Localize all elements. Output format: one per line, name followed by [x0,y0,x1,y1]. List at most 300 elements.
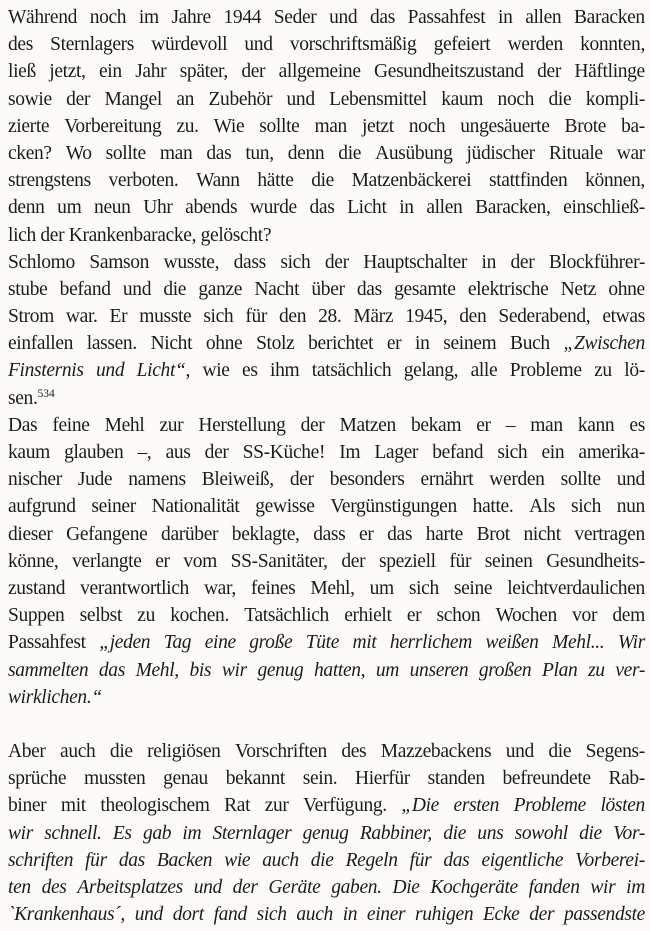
text-segment: und [193,877,222,898]
text-segment: jetzt, [49,61,86,83]
text-segment: die [109,741,133,763]
word [542,657,577,684]
word [314,113,347,140]
text-segment: Vorschriften [235,741,327,763]
word [426,521,463,548]
word [506,738,534,765]
text-segment: die [338,142,362,164]
word [507,575,645,602]
word [8,521,52,548]
text-segment: wirklichen.“ [8,686,102,708]
word [618,629,645,656]
word [235,738,327,765]
text-segment: Wo [65,142,92,164]
word [57,194,81,221]
text-segment: würdevoll [151,34,228,56]
word [176,113,198,140]
text-segment: Tüte [305,632,340,654]
word [8,738,46,765]
text-segment: fand [213,904,247,926]
text-segment: noch [89,7,127,28]
text-segment: auch [296,904,333,926]
word [312,357,392,384]
text-segment: nischer [8,469,62,491]
word [110,303,128,330]
text-segment: in [342,904,358,926]
word [338,140,361,167]
text-segment: ver- [615,659,645,681]
word [370,4,395,31]
word [66,86,90,113]
word [138,439,152,466]
text-segment: zierte [8,115,50,137]
word [376,657,399,684]
word [206,140,231,167]
word [390,629,472,656]
word [226,765,285,792]
word [313,521,345,548]
text-segment: sollte [105,142,146,164]
text-line [8,249,645,276]
word [176,86,194,113]
word [310,194,335,221]
word [415,901,473,928]
text-segment: Uhr [143,197,173,219]
text-segment: für [449,550,472,572]
word [468,276,549,303]
word [311,847,334,874]
text-segment: das [387,523,413,545]
text-segment: dort [172,904,204,926]
word [80,575,189,602]
text-segment: amerika- [578,442,645,463]
word [330,466,405,493]
text-segment: fanden [528,877,580,898]
word [180,58,228,85]
word [232,521,300,548]
text-segment: großen [478,659,532,681]
text-segment: hatte. [472,496,514,518]
word [374,439,418,466]
word [409,575,439,602]
text-segment: hatten, [314,659,366,681]
word [296,901,333,928]
text-segment: Jahre [171,7,211,28]
word [202,466,274,493]
word [185,194,237,221]
text-segment: Mehl [104,414,145,436]
text-segment: wie [224,849,251,871]
text-segment: SS-Sanitäter, [230,550,328,572]
word [170,602,229,629]
text-segment: Rat [224,795,251,817]
word [257,657,303,684]
word [485,629,538,656]
text-segment: cken? [8,142,52,164]
word [466,140,534,167]
text-segment: es [242,360,258,382]
word [314,657,365,684]
text-segment: elektrische [467,278,549,300]
text-segment: tun, [245,142,274,164]
text-segment: 1944 [223,7,262,28]
word [578,412,615,439]
word [8,575,65,602]
text-segment: ließ [8,61,36,83]
word [579,820,602,847]
text-segment: Passahfest [8,632,86,654]
text-segment: die [548,88,572,110]
text-segment: der [241,61,266,83]
text-segment: die [548,741,572,763]
word [387,330,401,357]
word [244,31,272,58]
text-segment: 28. [318,306,342,328]
word [242,357,258,384]
word [224,792,250,819]
text-segment: sowohl [514,822,568,844]
word [346,847,398,874]
word [572,602,597,629]
word [482,249,496,276]
word [407,602,421,629]
word [279,303,306,330]
word [363,249,467,276]
word [318,303,341,330]
text-segment: sammelten [8,659,89,681]
text-segment: in [399,197,414,219]
text-segment: für [409,849,432,871]
text-segment: dass [233,251,266,273]
text-segment: noch [497,88,535,110]
text-segment: Rituale [548,142,603,164]
text-segment: des [341,741,367,763]
text-segment: man [159,142,193,164]
text-line [8,493,645,520]
text-segment: im [626,877,645,898]
word [245,140,273,167]
word [123,276,151,303]
word [387,521,412,548]
word [443,330,496,357]
word [565,113,607,140]
word [64,439,123,466]
text-segment: weißen [485,632,539,654]
word [147,738,220,765]
word [213,820,292,847]
word [87,330,137,357]
text-line [8,330,645,357]
text-segment: den [278,306,307,328]
word [546,548,645,575]
word [287,86,315,113]
word [152,493,240,520]
text-line [8,276,645,303]
word [432,439,483,466]
word [588,657,605,684]
word [405,303,447,330]
word [308,330,373,357]
text-segment: gab [142,822,172,844]
text-segment: Stolz [256,333,295,355]
word [160,140,193,167]
word [243,439,325,466]
text-segment: er [406,605,422,627]
text-line [8,303,645,330]
word [590,874,615,901]
text-segment: der [204,442,229,463]
text-segment: Suppen [8,605,65,627]
text-segment: ohne [205,333,243,355]
text-segment: große [249,632,293,654]
text-segment: feines [250,577,296,599]
text-segment: Gesundheits- [546,550,645,572]
text-segment: im [182,822,202,844]
text-line [8,874,645,901]
text-segment: sein. [302,768,338,790]
text-segment: Wochen [495,605,557,627]
word [135,901,163,928]
text-segment: den [459,306,487,328]
word [164,629,192,656]
word [96,357,124,384]
text-segment: das [118,849,145,871]
text-segment: Hauptschalter [363,251,467,273]
word [339,439,360,466]
word [8,167,91,194]
text-line [8,847,645,874]
word [8,657,88,684]
word [136,657,179,684]
word [290,466,314,493]
word [477,820,503,847]
word [60,276,111,303]
word [624,357,645,384]
word [529,901,554,928]
word [586,738,645,765]
word [8,901,125,928]
word [449,548,471,575]
text-segment: des [8,34,33,56]
text-segment: und [122,278,152,300]
text-line [8,792,645,819]
word [310,575,354,602]
text-segment: lösten [600,795,645,817]
text-segment: ungesäuerte [460,115,550,137]
word [208,86,272,113]
word [548,86,571,113]
text-segment: in [415,333,430,355]
word [344,602,391,629]
word [473,493,514,520]
word [99,58,122,85]
word [341,548,365,575]
text-segment: der [529,904,555,926]
word [311,167,334,194]
text-segment: Im [339,442,361,463]
word [8,303,54,330]
text-segment: Wann [196,170,240,192]
word [8,874,31,901]
text-segment: selbst [79,605,122,627]
text-segment: zur [264,795,289,817]
text-segment: Rab- [608,768,645,790]
text-segment: beklagte, [231,523,300,545]
text-segment: vorschriftsmäßig [289,34,417,56]
word [50,31,134,58]
word [171,4,210,31]
text-segment: ihm [270,360,300,382]
word [498,303,590,330]
text-segment: seine [453,577,493,599]
word [471,357,498,384]
text-segment: Vor- [613,822,645,844]
text-segment: des [41,877,67,898]
word [479,657,531,684]
word [8,194,45,221]
text-segment: Er [109,306,128,328]
text-segment: ten [8,877,31,898]
text-segment: gaben. [331,877,382,898]
text-segment: Buch [510,333,550,355]
word [459,303,486,330]
word [454,575,492,602]
word [52,412,89,439]
text-segment: sich [570,496,601,518]
word [189,657,211,684]
word [331,874,381,901]
text-segment: aus [165,442,191,463]
text-segment: genau [163,768,208,790]
text-segment: sollte [259,115,300,137]
text-segment: etwas [602,306,645,328]
word [274,4,317,31]
word [549,140,603,167]
text-line [8,167,645,194]
word [585,167,645,194]
word [60,738,95,765]
text-segment: konnten, [580,34,645,56]
word [306,629,339,656]
text-segment: hätte [257,170,294,192]
word [360,820,432,847]
word [392,874,419,901]
text-segment: in [498,7,513,28]
text-segment: ruhigen [415,904,474,926]
word [256,330,294,357]
word [8,629,86,656]
word [415,330,429,357]
text-segment: Mehl, [310,577,355,599]
text-segment: seinem [443,333,497,355]
word [137,602,155,629]
word [105,412,145,439]
word [241,58,265,85]
text-segment: schon [436,605,481,627]
word [8,4,77,31]
word [205,629,236,656]
word [362,113,394,140]
text-segment: befreundete [502,768,591,790]
text-line [8,58,645,85]
footnote-reference: 534 [37,387,55,400]
text-segment: Geräte [268,877,321,898]
text-segment: um [57,197,82,219]
text-segment: aufgrund [8,496,76,518]
text-segment: genug [302,822,349,844]
word [257,901,287,928]
text-segment: Vorberei- [575,849,645,871]
word [99,657,125,684]
word [497,439,527,466]
text-segment: feine [52,414,90,436]
word [89,249,149,276]
word [249,629,292,656]
text-segment: Mazzebackens [380,741,492,763]
word [340,412,396,439]
word [151,31,227,58]
text-segment: Nicht [150,333,193,355]
text-segment: über [311,278,345,300]
text-segment: Arbeitsplatzes [77,877,183,898]
word [139,4,159,31]
word [563,194,645,221]
word [608,765,645,792]
text-segment: unseren [409,659,469,681]
word [613,820,645,847]
text-segment: leichtverdaulichen [507,577,645,599]
word [66,521,147,548]
word [203,303,233,330]
word [552,629,604,656]
word [64,113,161,140]
text-segment: Sternlager [212,822,292,844]
text-segment: Wir [617,632,645,654]
word [257,167,293,194]
text-segment: der [324,251,349,273]
text-line [8,4,645,31]
text-segment: nun [616,496,645,518]
text-segment: allgemeine [278,61,361,83]
word [163,765,208,792]
word [548,738,571,765]
word [525,4,561,31]
word [617,493,645,520]
text-segment: Nacht [254,278,300,300]
word [411,412,461,439]
text-segment: jüdischer [466,142,535,164]
word [404,357,458,384]
text-segment: einer [366,904,406,926]
word [78,466,112,493]
text-segment: Mehl... [552,632,605,654]
text-line [8,31,645,58]
text-segment: Backen [156,849,213,871]
text-segment: Blockführer- [548,251,645,273]
text-segment: wir [8,822,33,844]
text-segment: gefeiert [433,34,491,56]
text-segment: lassen. [86,333,137,355]
word [198,276,242,303]
text-segment: er [476,414,491,436]
text-segment: dem [612,605,645,627]
text-segment: sen. [8,387,38,409]
text-segment: kaum [441,88,484,110]
text-segment: in [481,251,496,273]
word [460,113,549,140]
text-segment: denn [8,197,45,219]
word [374,58,524,85]
